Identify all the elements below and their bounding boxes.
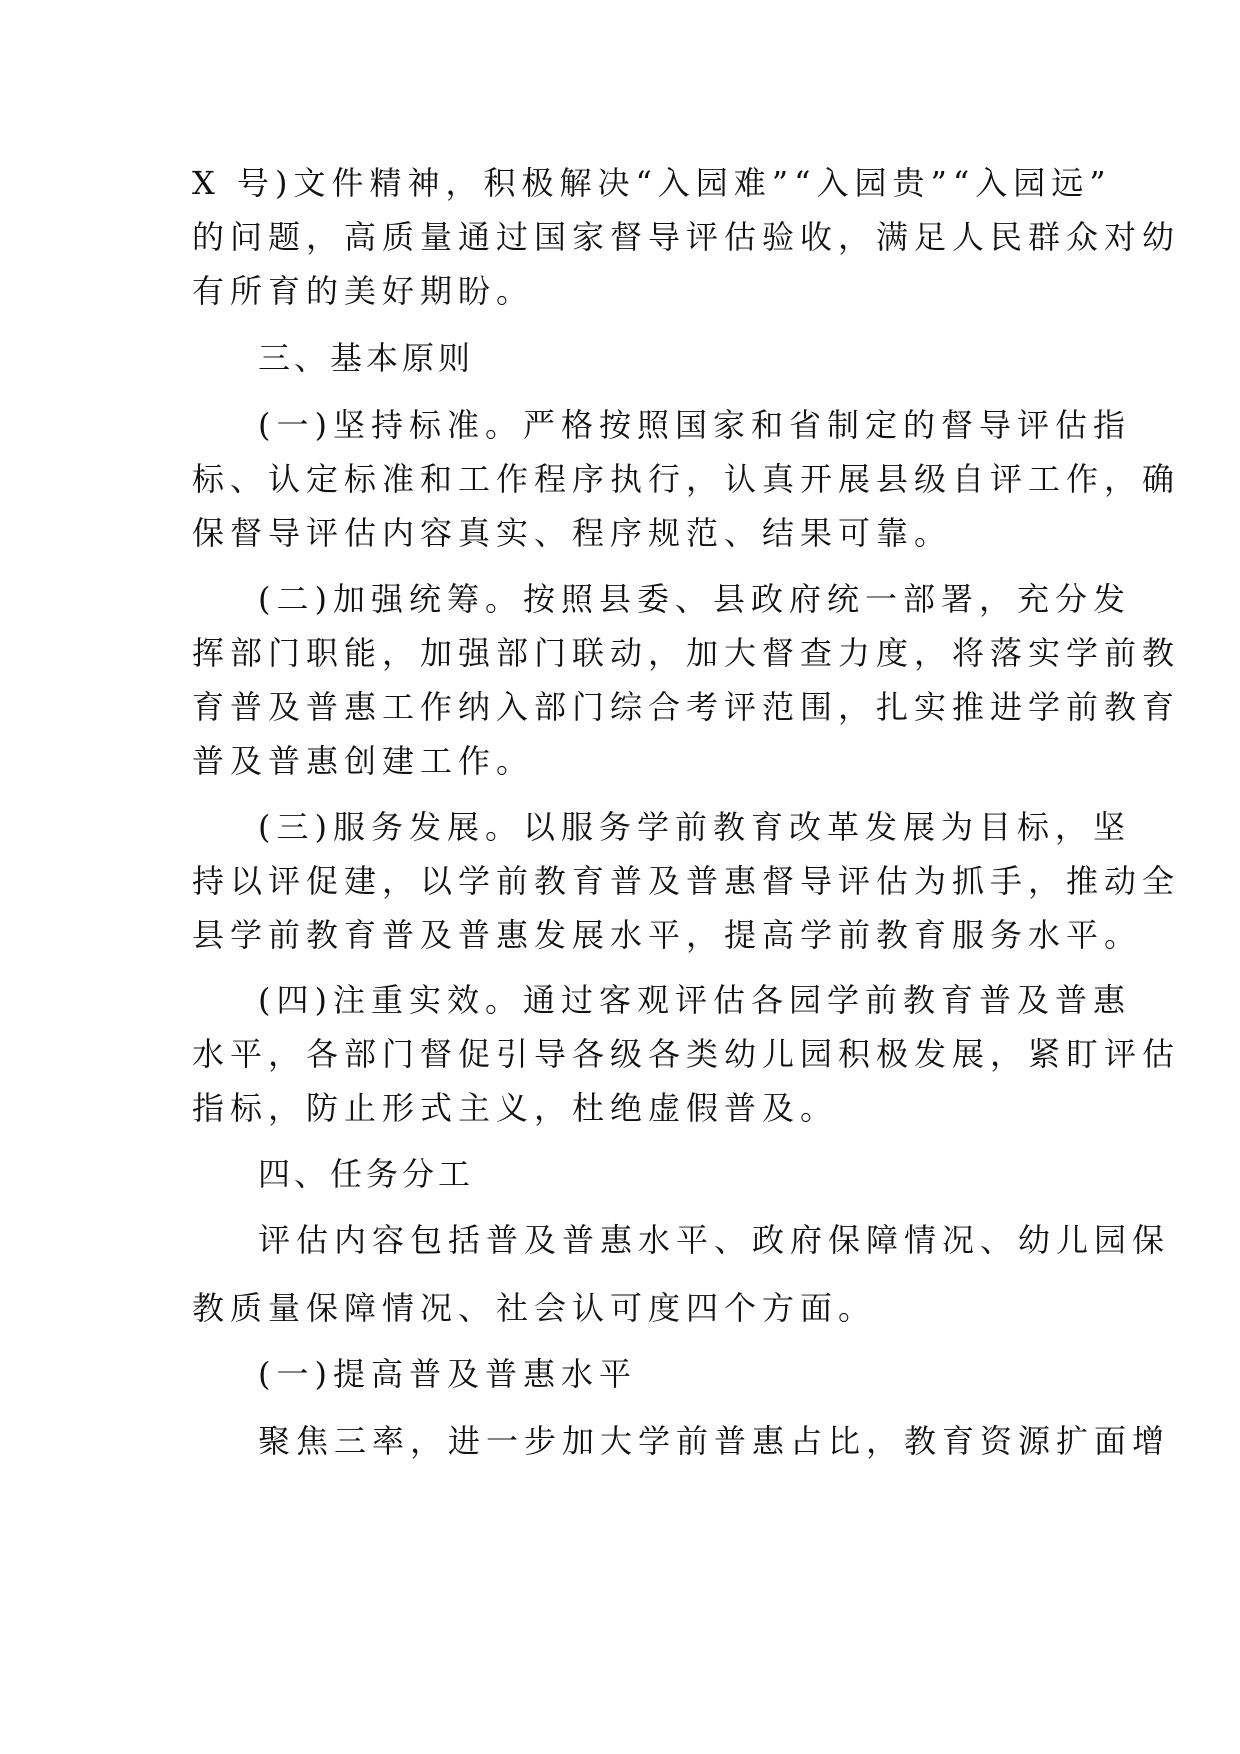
text-line-17: 指标，防止形式主义，杜绝虚假普及。 (192, 1089, 839, 1127)
text-line-7: 保督导评估内容真实、程序规范、结果可靠。 (192, 514, 953, 552)
text-line-6: 标、认定标准和工作程序执行，认真开展县级自评工作，确 (192, 460, 1181, 498)
text-line-19: 评估内容包括普及普惠水平、政府保障情况、幼儿园保 (258, 1221, 1171, 1259)
text-line-3: 有所育的美好期盼。 (192, 272, 535, 310)
text-line-13: 持以评促建，以学前教育普及普惠督导评估为抓手，推动全 (192, 862, 1181, 900)
text-line-16: 水平，各部门督促引导各级各类幼儿园积极发展，紧盯评估 (192, 1035, 1181, 1073)
text-line-1: X 号)文件精神，积极解决“入园难”“入园贵”“入园远” (192, 164, 1112, 202)
text-line-11: 普及普惠创建工作。 (192, 742, 535, 780)
section-heading-basic-principles: 三、基本原则 (258, 339, 475, 377)
text-line-8: (二)加强统筹。按照县委、县政府统一部署，充分发 (258, 580, 1131, 618)
text-line-15: (四)注重实效。通过客观评估各园学前教育普及普惠 (258, 981, 1131, 1019)
text-line-2: 的问题，高质量通过国家督导评估验收，满足人民群众对幼 (192, 218, 1181, 256)
text-line-14: 县学前教育普及普惠发展水平，提高学前教育服务水平。 (192, 916, 1143, 954)
text-line-20: 教质量保障情况、社会认可度四个方面。 (192, 1289, 877, 1327)
text-line-9: 挥部门职能，加强部门联动，加大督查力度，将落实学前教 (192, 634, 1181, 672)
text-line-10: 育普及普惠工作纳入部门综合考评范围，扎实推进学前教育 (192, 688, 1181, 726)
text-line-22: 聚焦三率，进一步加大学前普惠占比，教育资源扩面增 (258, 1422, 1171, 1460)
text-line-12: (三)服务发展。以服务学前教育改革发展为目标，坚 (258, 808, 1131, 846)
text-line-5: (一)坚持标准。严格按照国家和省制定的督导评估指 (258, 406, 1131, 444)
section-heading-task-division: 四、任务分工 (258, 1155, 475, 1193)
subheading-improve-coverage: (一)提高普及普惠水平 (258, 1355, 637, 1393)
